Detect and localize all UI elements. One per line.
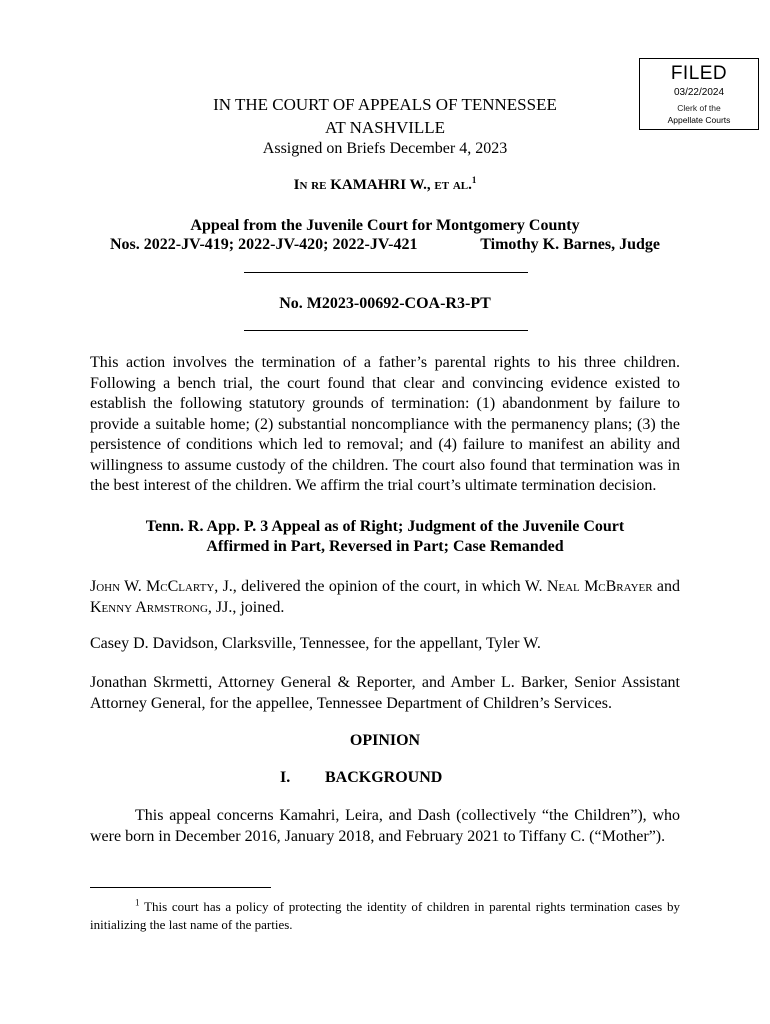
- counsel-appellee: Jonathan Skrmetti, Attorney General & Reporter, and Amber L. Barker, Senior Assistant Attorney General, for the appellee, Tennessee Department of Children’s Services.: [90, 674, 680, 712]
- appeal-from: Appeal from the Juvenile Court for Montgomery County: [190, 217, 580, 234]
- disposition-line-1: Tenn. R. App. P. 3 Appeal as of Right; Judgment of the Juvenile Court: [145, 518, 625, 535]
- case-title-et-al: et al.: [434, 177, 472, 193]
- case-title: [0, 177, 770, 194]
- trial-judge: Timothy K. Barnes, Judge: [480, 236, 660, 253]
- footnote-ref[interactable]: 1: [471, 175, 477, 185]
- filed-stamp-title: FILED: [670, 63, 728, 84]
- filed-stamp-date: 03/22/2024: [673, 87, 725, 98]
- assigned-date: Assigned on Briefs December 4, 2023: [262, 140, 508, 157]
- footnote-divider: [90, 887, 271, 888]
- authorship-text-1: , J., delivered the opinion of the court, in which: [214, 578, 525, 595]
- case-numbers: Nos. 2022-JV-419; 2022-JV-420; 2022-JV-421: [110, 236, 418, 253]
- disposition-line-2: Affirmed in Part, Reversed in Part; Case Remanded: [206, 538, 564, 555]
- court-location: AT NASHVILLE: [324, 118, 446, 137]
- footnote: [90, 898, 680, 934]
- divider-top: [244, 272, 528, 273]
- court-name: IN THE COURT OF APPEALS OF TENNESSEE: [213, 95, 557, 114]
- filed-stamp-courts: Appellate Courts: [667, 115, 731, 125]
- authorship-paragraph: [90, 577, 680, 618]
- case-title-in-re: In re: [293, 177, 327, 193]
- joining-judge-1: W. Neal McBrayer: [524, 578, 653, 595]
- opinion-heading: OPINION: [349, 732, 421, 749]
- section-number: I.: [280, 769, 291, 786]
- authorship-text-3: , JJ., joined.: [207, 598, 285, 616]
- filed-stamp-clerk: Clerk of the: [677, 103, 721, 113]
- docket-number: No. M2023-00692-COA-R3-PT: [279, 295, 491, 312]
- case-title-name: KAMAHRI W.,: [326, 177, 435, 193]
- counsel-appellant: Casey D. Davidson, Clarksville, Tennessee, for the appellant, Tyler W.: [90, 635, 541, 652]
- author-judge: John W. McClarty: [90, 578, 215, 595]
- section-title: BACKGROUND: [325, 769, 443, 786]
- authorship-text-2: and: [652, 578, 680, 595]
- footnote-mark: 1: [135, 897, 140, 908]
- summary-paragraph: This action involves the termination of a father’s parental rights to his three children. Following a bench trial, the court found that clear and convincing evidence existed to establish the following statutory grounds of termination: (1) abandonment by failure to provide a suitable home; (2) substantial noncompliance with the permanency plans; (3) the persistence of conditions which led to removal; and (4) failure to manifest an ability and willingness to assume custody of the children. The court also found that termination was in the best interest of the children. We affirm the trial court’s ultimate termination decision.: [90, 354, 680, 494]
- divider-bottom: [244, 330, 528, 331]
- footnote-text: This court has a policy of protecting the identity of children in parental rights termination cases by initializing the last name of the parties.: [90, 899, 680, 932]
- body-paragraph: This appeal concerns Kamahri, Leira, and Dash (collectively “the Children”), who were born in December 2016, January 2018, and February 2021 to Tiffany C. (“Mother”).: [90, 807, 680, 845]
- joining-judge-2: Kenny Armstrong: [90, 598, 208, 616]
- filed-stamp: [639, 58, 759, 130]
